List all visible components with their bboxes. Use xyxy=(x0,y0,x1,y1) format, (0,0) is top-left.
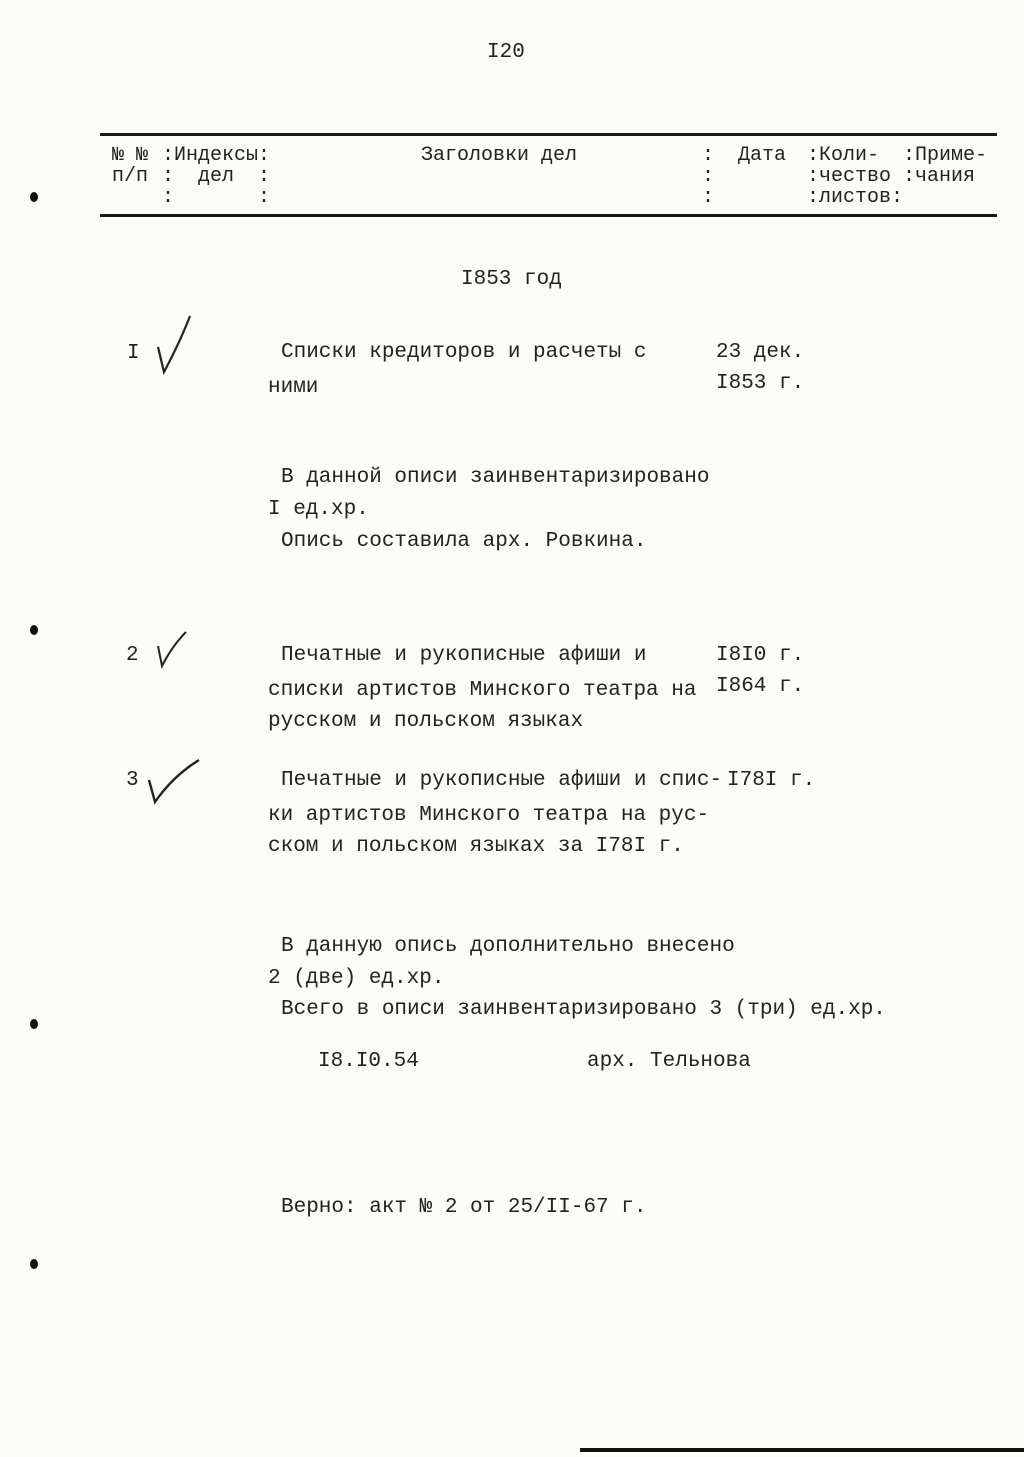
header-col-notes: :Приме- :чания xyxy=(903,144,988,188)
summary-line2: I ед.хр. xyxy=(268,498,369,521)
punch-hole xyxy=(30,1019,38,1029)
certification-note: Верно: акт № 2 от 25/II-67 г. xyxy=(281,1196,647,1219)
header-col-date: : Дата : : xyxy=(702,144,787,209)
entry-date-start: 23 дек. xyxy=(716,341,805,364)
header-col-number: № № п/п xyxy=(112,144,149,188)
addendum-signature: арх. Тельнова xyxy=(587,1050,751,1073)
entry-date-end: I853 г. xyxy=(716,372,805,395)
entry-date-end: I864 г. xyxy=(716,675,805,698)
entry-number: I xyxy=(127,342,140,365)
entry-title-line1: Печатные и рукописные афиши и xyxy=(281,644,647,667)
header-bottom-rule xyxy=(100,214,997,217)
addendum-date: I8.I0.54 xyxy=(318,1050,419,1073)
checkmark-icon xyxy=(150,312,210,387)
punch-hole xyxy=(30,625,38,635)
entry-number: 3 xyxy=(126,769,139,792)
entry-title-rest: ними xyxy=(268,376,319,399)
entry-date-start: I8I0 г. xyxy=(716,644,805,667)
addendum-line1: В данную опись дополнительно внесено xyxy=(281,935,735,958)
checkmark-icon xyxy=(150,628,200,673)
scan-edge-line xyxy=(580,1448,1024,1452)
header-col-count: :Коли- :чество :листов: xyxy=(807,144,904,209)
page-number: I20 xyxy=(487,41,525,64)
addendum-line3: Всего в описи заинвентаризировано 3 (три) ед.хр. xyxy=(281,998,886,1021)
entry-number: 2 xyxy=(126,644,139,667)
entry-title-line1: Списки кредиторов и расчеты с xyxy=(281,341,647,364)
header-col-title: Заголовки дел xyxy=(421,144,578,167)
summary-line3: Опись составила арх. Ровкина. xyxy=(281,530,647,553)
punch-hole xyxy=(30,192,38,202)
checkmark-icon xyxy=(145,758,205,808)
year-heading: I853 год xyxy=(461,268,562,291)
entry-date: I78I г. xyxy=(727,769,816,792)
summary-line1: В данной описи заинвентаризировано xyxy=(281,466,710,489)
punch-hole xyxy=(30,1259,38,1269)
entry-title-rest: ки артистов Минского театра на рус- ском и польском языках за I78I г. xyxy=(268,804,710,858)
entry-title-line1: Печатные и рукописные афиши и спис- xyxy=(281,769,723,792)
header-top-rule xyxy=(100,133,997,136)
addendum-line2: 2 (две) ед.хр. xyxy=(268,967,445,990)
header-col-index: :Индексы: : дел : : : xyxy=(162,144,271,209)
entry-title-rest: списки артистов Минского театра на русском и польском языках xyxy=(268,679,697,733)
